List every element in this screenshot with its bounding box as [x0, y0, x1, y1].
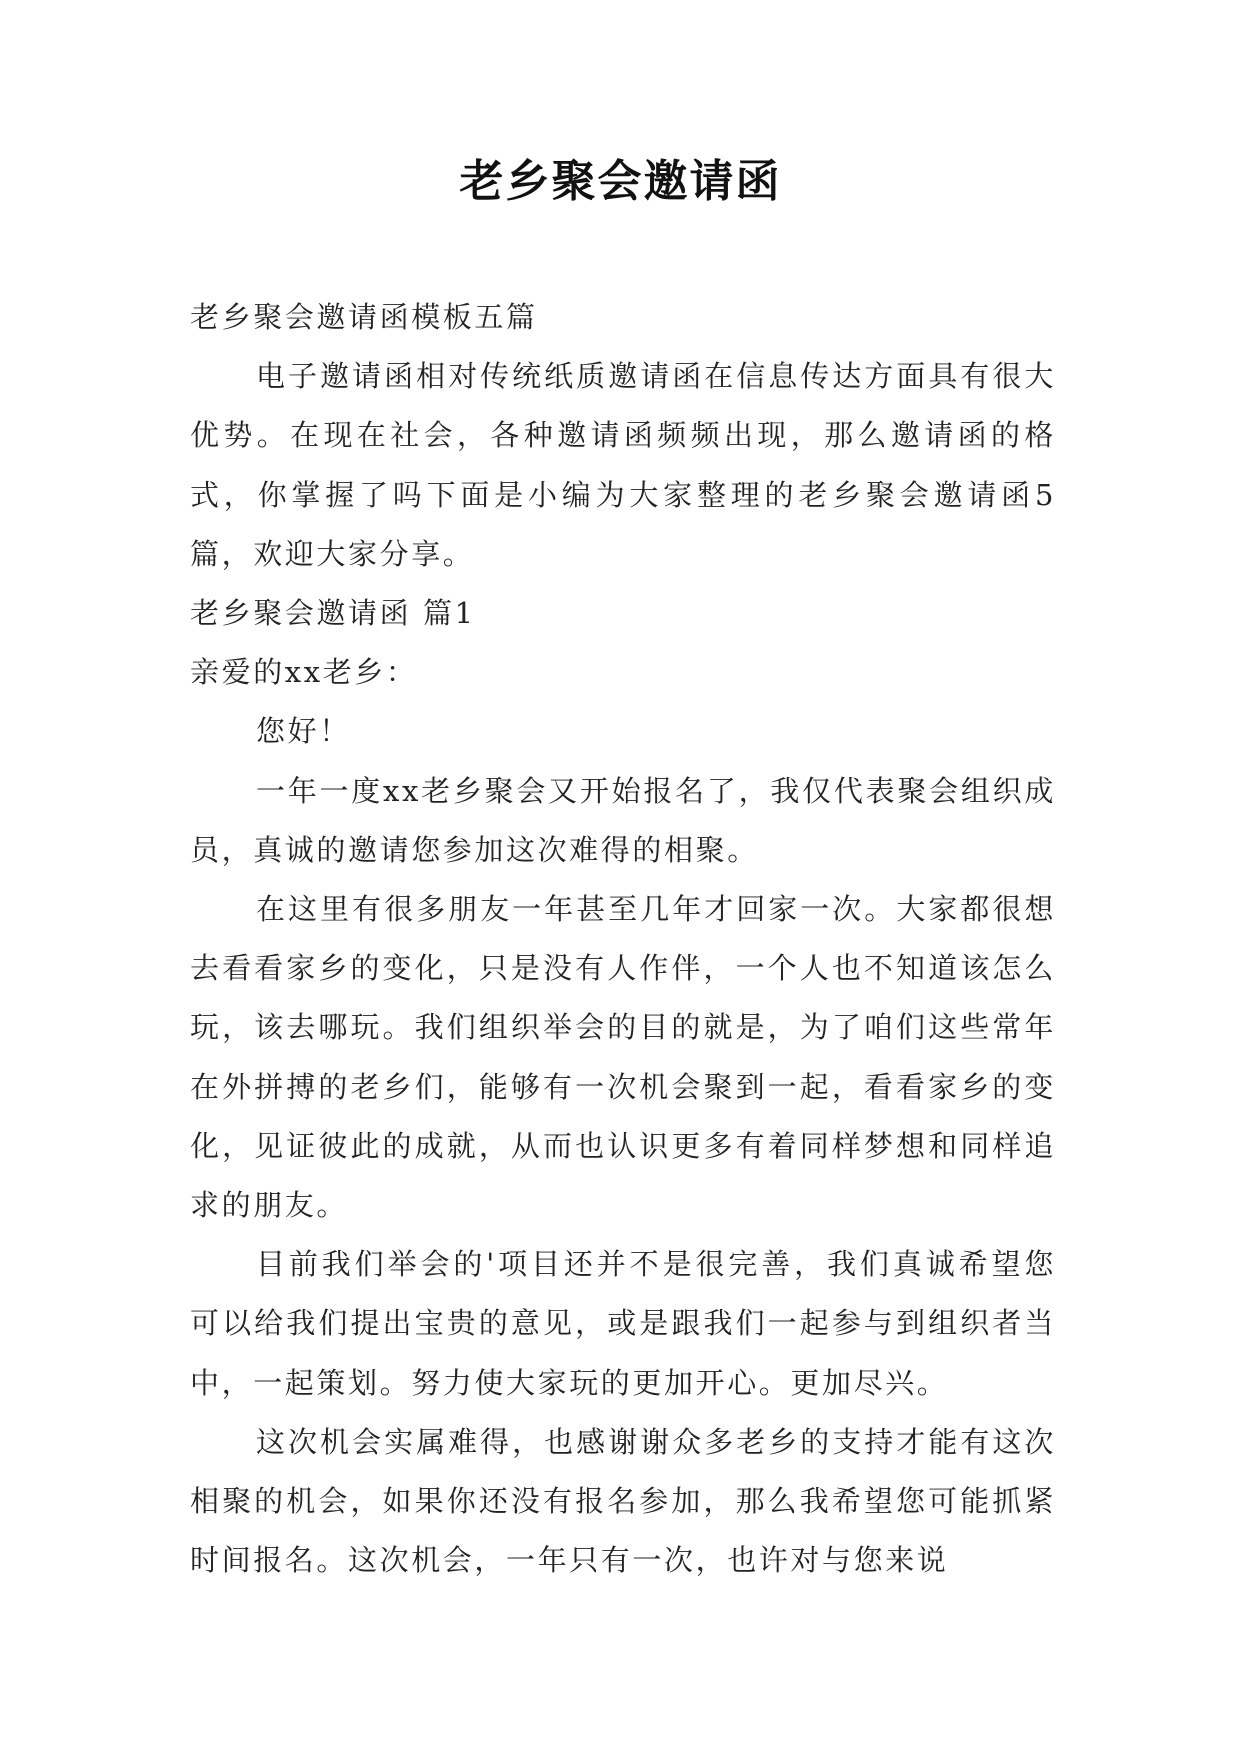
paragraph: 一年一度xx老乡聚会又开始报名了，我仅代表聚会组织成员，真诚的邀请您参加这次难得的相聚。: [190, 773, 1056, 867]
paragraph: 目前我们举会的'项目还并不是很完善，我们真诚希望您可以给我们提出宝贵的意见，或是跟我们一起参与到组织者当中，一起策划。努力使大家玩的更加开心。更加尽兴。: [190, 1247, 1056, 1400]
paragraph: 在这里有很多朋友一年甚至几年才回家一次。大家都很想去看看家乡的变化，只是没有人作伴，一个人也不知道该怎么玩，该去哪玩。我们组织举会的目的就是，为了咱们这些常年在外拼搏的老乡们，能够有一次机会聚到一起，看看家乡的变化，见证彼此的成就，从而也认识更多有着同样梦想和同样追求的朋友。: [190, 892, 1056, 1223]
document-body: [190, 288, 1056, 1590]
paragraph: 老乡聚会邀请函模板五篇: [190, 300, 538, 334]
paragraph: 电子邀请函相对传统纸质邀请函在信息传达方面具有很大优势。在现在社会，各种邀请函频频出现，那么邀请函的格式，你掌握了吗下面是小编为大家整理的老乡聚会邀请函5篇，欢迎大家分享。: [190, 359, 1056, 571]
document-title: 老乡聚会邀请函: [459, 156, 782, 207]
salutation: 亲爱的xx老乡：: [190, 655, 418, 690]
paragraph: 这次机会实属难得，也感谢谢众多老乡的支持才能有这次相聚的机会，如果你还没有报名参加，那么我希望您可能抓紧时间报名。这次机会，一年只有一次，也许对与您来说: [190, 1424, 1056, 1578]
greeting: 您好！: [256, 714, 351, 749]
section-heading: 老乡聚会邀请函 篇1: [190, 596, 476, 631]
